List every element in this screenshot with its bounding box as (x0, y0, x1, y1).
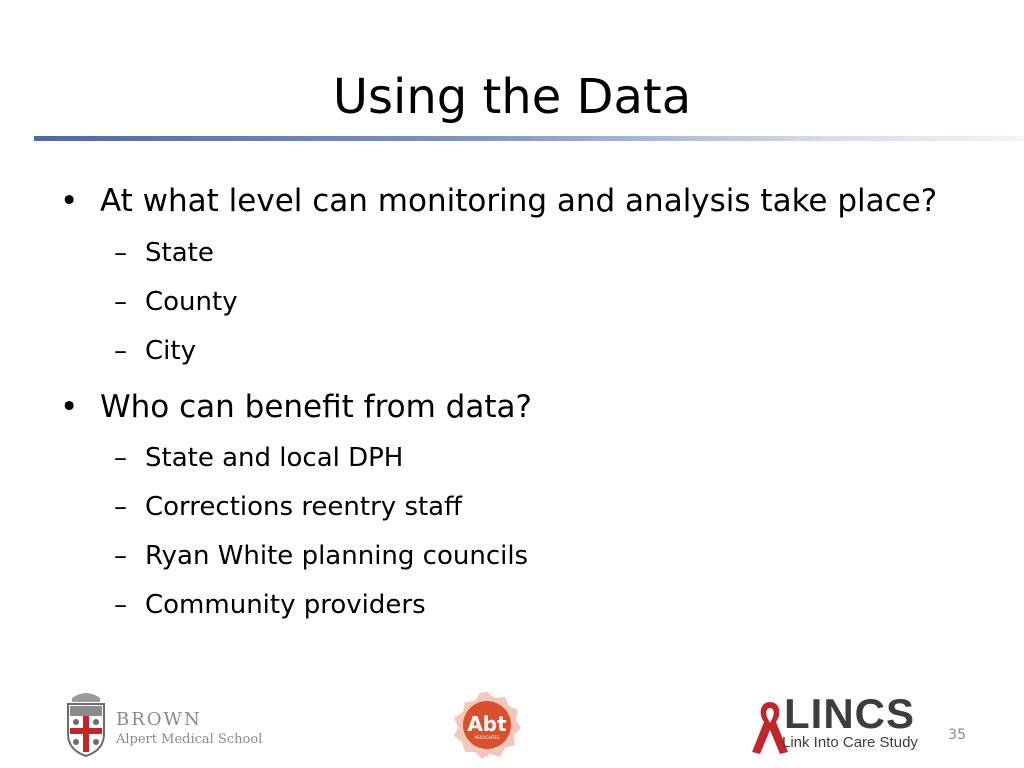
dash-marker: – (114, 238, 127, 268)
dash-marker: – (114, 336, 127, 366)
bullet-text: At what level can monitoring and analysis take place? (100, 183, 938, 219)
lincs-subtitle: Link Into Care Study (782, 734, 918, 751)
sub-item-text: City (145, 336, 196, 366)
sub-item-text: County (145, 287, 238, 317)
sub-item-text: State (145, 238, 214, 268)
sub-item-text: State and local DPH (145, 443, 404, 473)
brown-logo (64, 688, 263, 758)
dash-marker: – (114, 492, 127, 522)
brown-name: BROWN (116, 709, 202, 730)
brown-shield-icon (64, 688, 108, 758)
abt-logo (452, 690, 522, 760)
dash-marker: – (114, 590, 127, 620)
brown-subtitle: Alpert Medical School (116, 732, 263, 747)
dash-marker: – (114, 287, 127, 317)
lincs-name: LINCS (784, 690, 915, 737)
dash-marker: – (114, 443, 127, 473)
bullet-marker: • (60, 389, 79, 425)
sub-item-text: Community providers (145, 590, 426, 620)
bullet-marker: • (60, 183, 79, 219)
abt-subtitle: ASSOCIATES (474, 735, 500, 740)
sub-item-text: Ryan White planning councils (145, 541, 529, 571)
slide-title: Using the Data (332, 69, 692, 125)
abt-name: Abt (467, 712, 507, 736)
page-number: 35 (948, 727, 966, 743)
bullet-text: Who can benefit from data? (100, 389, 532, 425)
dash-marker: – (114, 541, 127, 571)
lincs-logo (748, 690, 934, 758)
sub-item-text: Corrections reentry staff (145, 492, 463, 522)
